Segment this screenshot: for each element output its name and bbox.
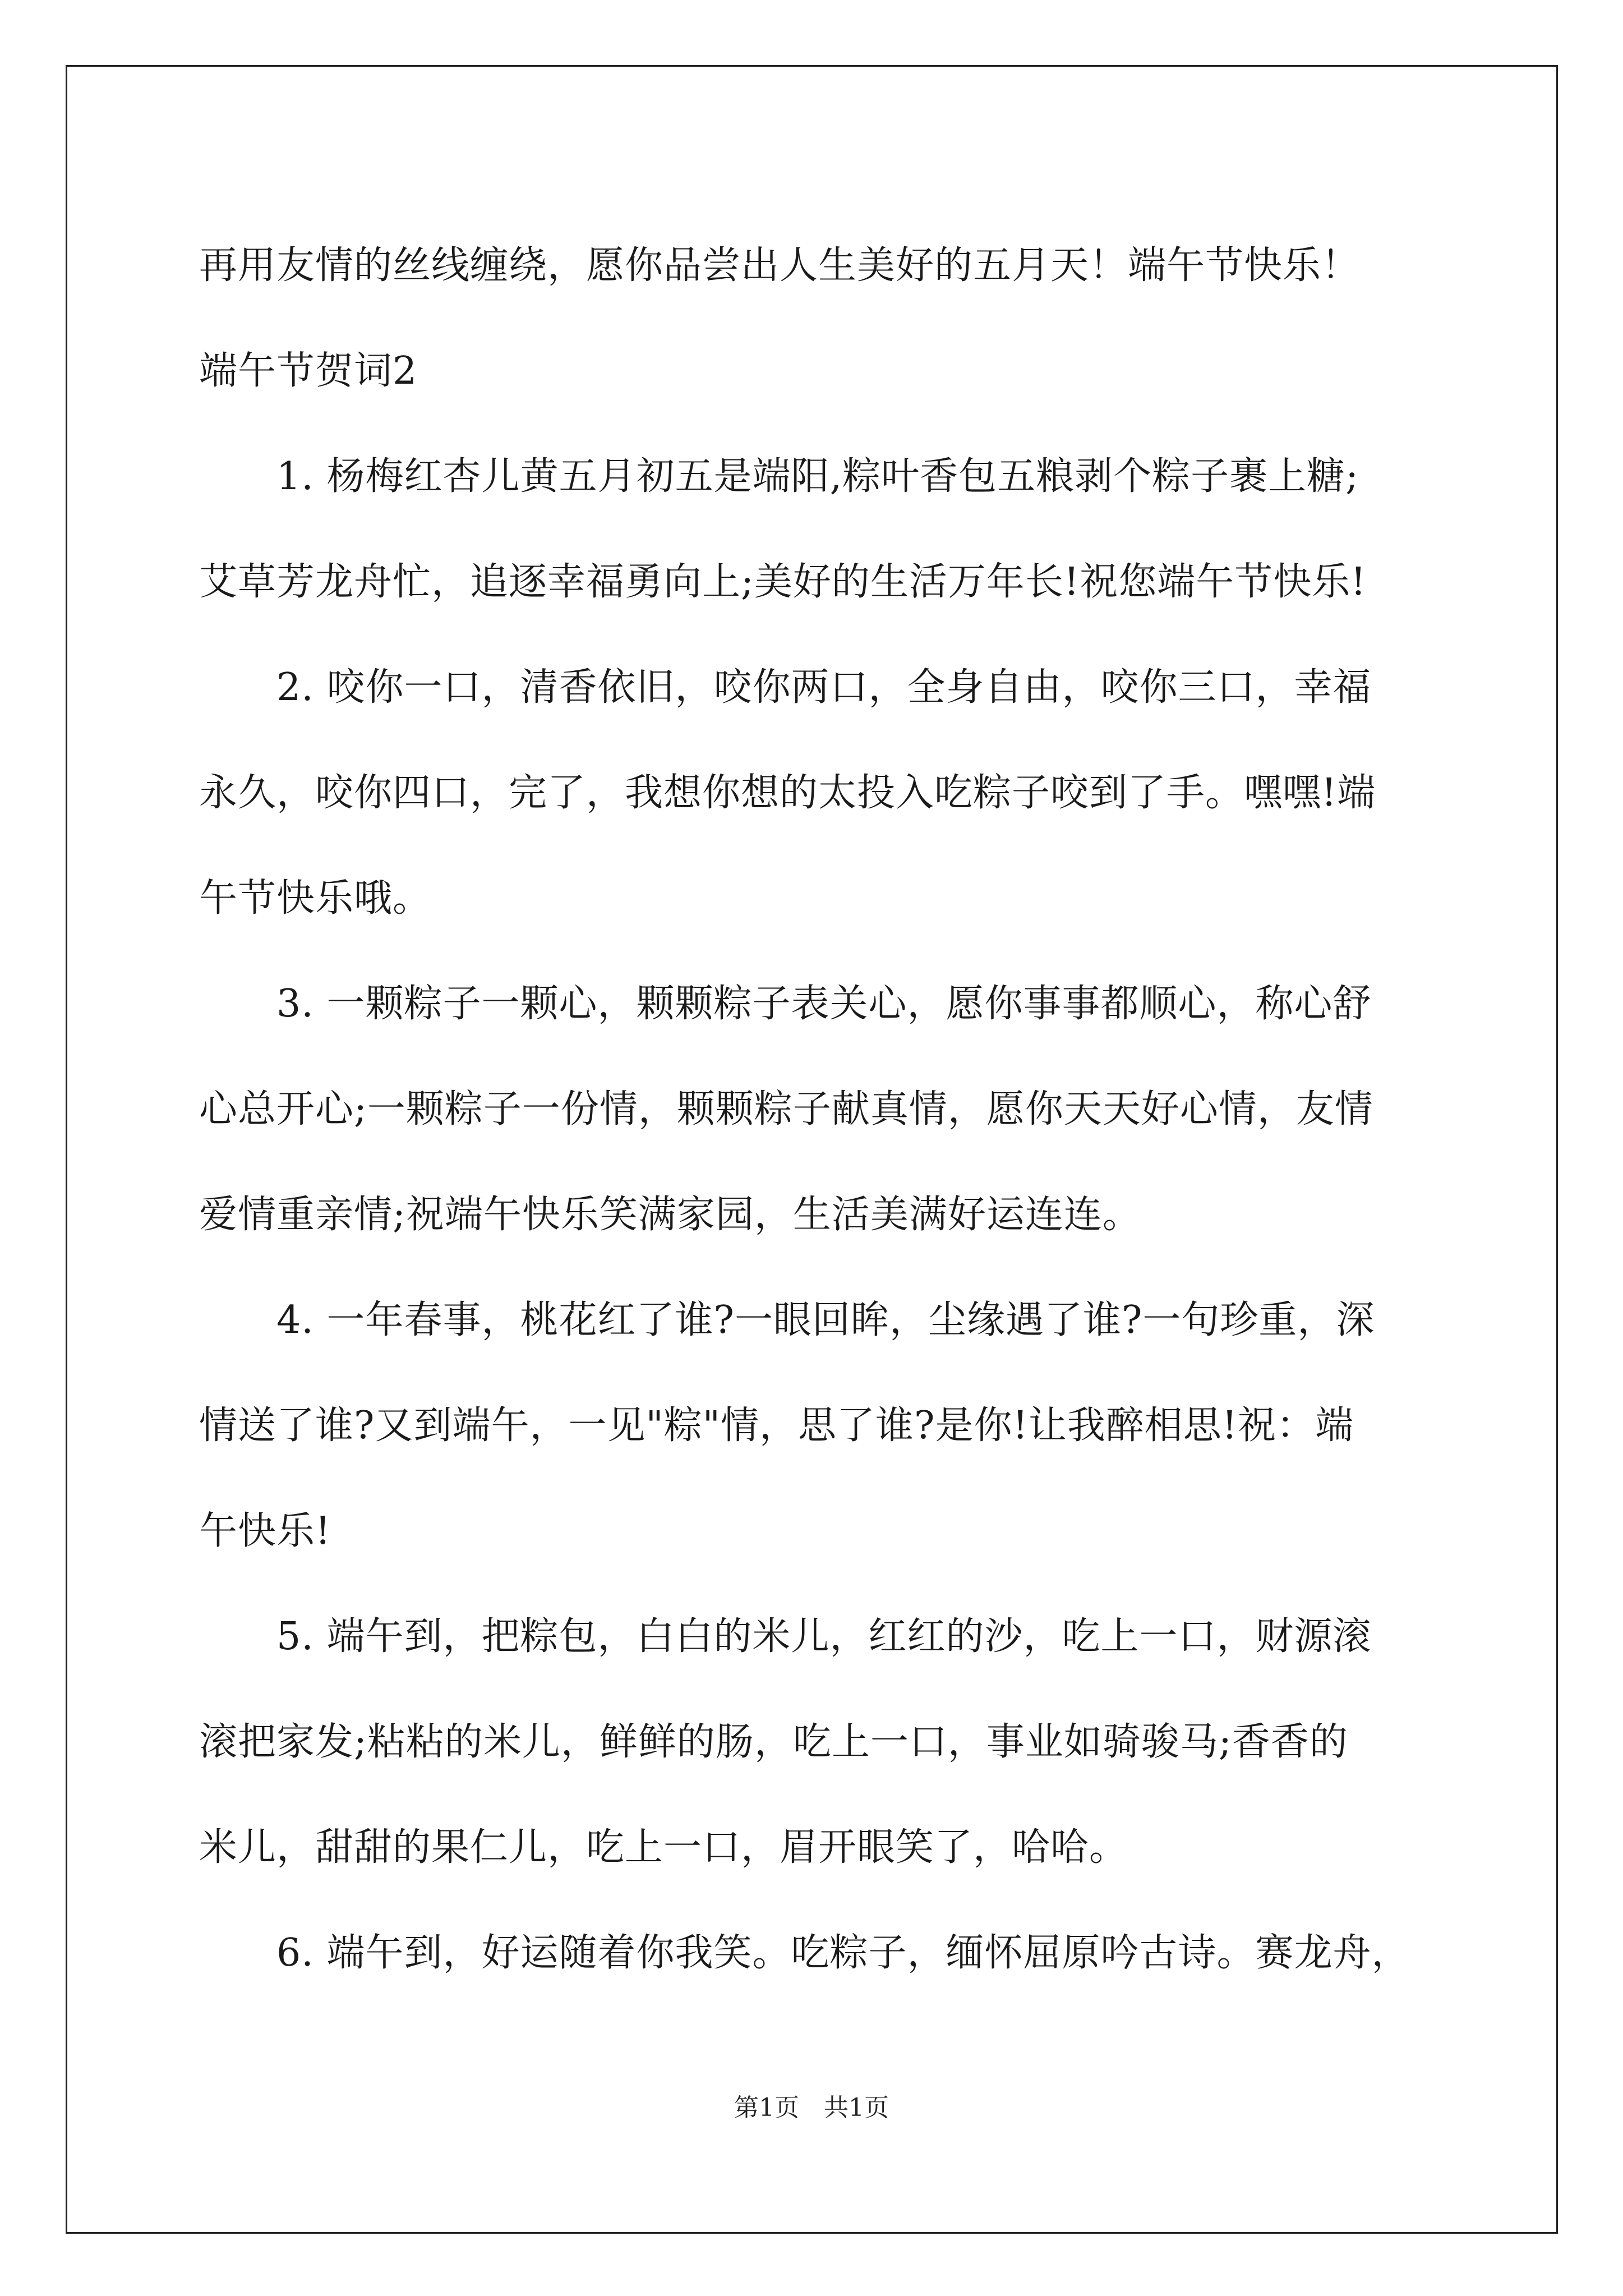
text-line: 滚把家发;粘粘的米儿，鲜鲜的肠，吃上一口，事业如骑骏马;香香的 [199, 1720, 1348, 1764]
text-line: 3. 一颗粽子一颗心，颗颗粽子表关心，愿你事事都顺心，称心舒 [276, 982, 1372, 1026]
text-line: 米儿，甜甜的果仁儿，吃上一口，眉开眼笑了，哈哈。 [199, 1825, 1128, 1870]
text-line: 永久，咬你四口，完了，我想你想的太投入吃粽子咬到了手。嘿嘿!端 [199, 771, 1376, 815]
text-line: 6. 端午到，好运随着你我笑。吃粽子，缅怀屈原吟古诗。赛龙舟， [276, 1931, 1410, 1975]
document-body [199, 213, 1433, 2006]
text-line: 午节快乐哦。 [199, 876, 432, 921]
section-heading: 端午节贺词2 [199, 349, 418, 393]
text-line: 情送了谁?又到端午，一见"粽"情，思了谁?是你!让我醉相思!祝：端 [199, 1404, 1354, 1448]
page-total: 共1页 [824, 2093, 889, 2122]
page-number: 第1页 [734, 2093, 799, 2122]
text-line: 1. 杨梅红杏儿黄五月初五是端阳,粽叶香包五粮剥个粽子裹上糖; [276, 454, 1359, 499]
text-line: 再用友情的丝线缠绕，愿你品尝出人生美好的五月天！端午节快乐！ [199, 243, 1361, 288]
text-line: 午快乐! [199, 1509, 331, 1553]
text-line: 艾草芳龙舟忙，追逐幸福勇向上;美好的生活万年长!祝您端午节快乐! [199, 560, 1367, 604]
text-line: 2. 咬你一口，清香依旧，咬你两口，全身自由，咬你三口，幸福 [276, 665, 1372, 710]
text-line: 4. 一年春事，桃花红了谁?一眼回眸，尘缘遇了谁?一句珍重，深 [276, 1298, 1375, 1342]
page-footer [0, 2091, 1623, 2125]
text-line: 5. 端午到，把粽包，白白的米儿，红红的沙，吃上一口，财源滚 [276, 1614, 1372, 1659]
text-line: 爱情重亲情;祝端午快乐笑满家园，生活美满好运连连。 [199, 1193, 1141, 1237]
text-line: 心总开心;一颗粽子一份情，颗颗粽子献真情，愿你天天好心情，友情 [199, 1087, 1373, 1131]
